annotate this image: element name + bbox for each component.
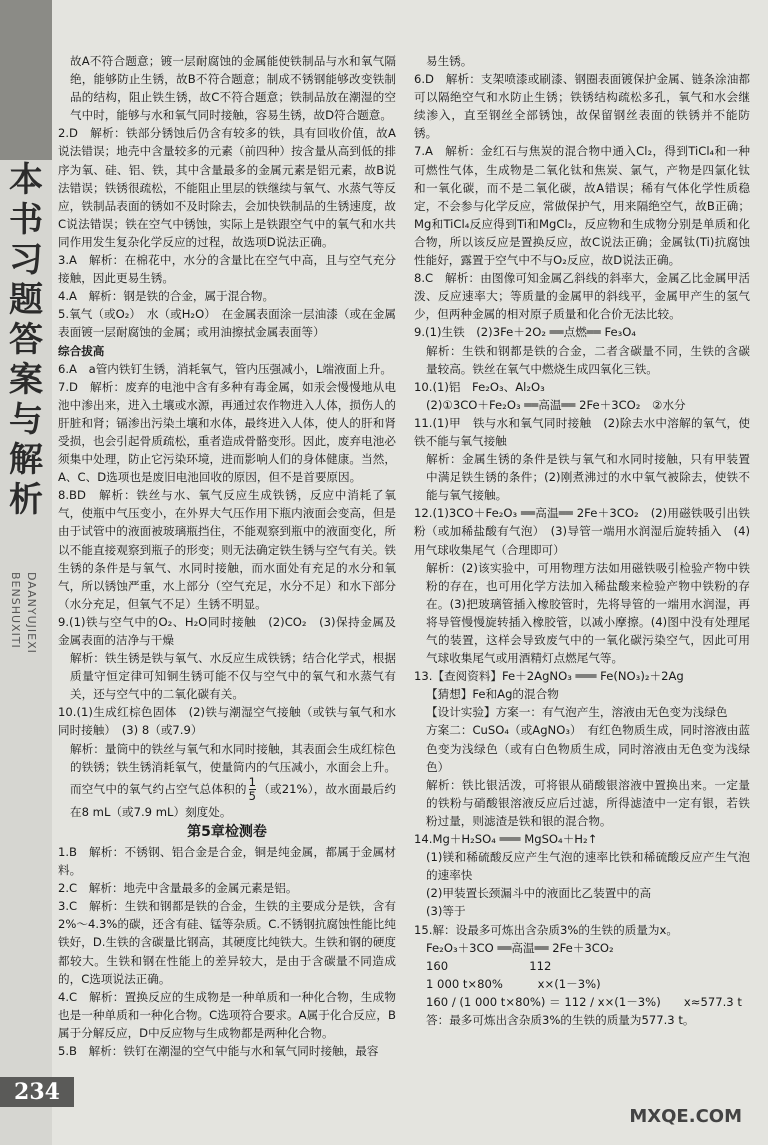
spine — [0, 0, 60, 1145]
paragraph: 14.Mg＋H₂SO₄ ═══ MgSO₄＋H₂↑ — [414, 832, 598, 847]
paragraph: 【设计实验】方案一：有气泡产生，溶液由无色变为浅绿色 — [426, 705, 728, 720]
paragraph: 11.(1)甲 铁与水和氧气同时接触 (2)除去水中溶解的氧气，使铁不能与氧气接触 — [414, 415, 750, 448]
section-subheading: 综合拔高 — [58, 343, 105, 358]
paragraph: 9.(1)铁与空气中的O₂、H₂O同时接触 (2)CO₂ (3)保持金属及金属表面的洁净与干燥 — [58, 614, 396, 647]
text-span: 解析：量筒中的铁丝与氧气和水同时接触，其表面会生成红棕色的铁锈；铁生锈消耗氧气，使量筒内的气压减小，水面会上升。而空气中的氧气约占空气总体积的 — [70, 741, 396, 796]
paragraph: 3.A 解析：在棉花中，水分的含量比在空气中高，且与空气充分接触，因此更易生锈。 — [58, 253, 396, 286]
paragraph: 10.(1)生成红棕色固体 (2)铁与潮湿空气接触（或铁与氧气和水同时接触） (3) 8（或7.9） — [58, 705, 396, 738]
paragraph: 5.B 解析：铁钉在潮湿的空气中能与水和氧气同时接触，最容 — [58, 1043, 379, 1058]
paragraph: 1.B 解析：不锈钢、铝合金是合金，铜是纯金属，都属于金属材料。 — [58, 844, 396, 878]
paragraph: 7.A 解析：金红石与焦炭的混合物中通入Cl₂，得到TiCl₄和一种可燃性气体，生成物是二氧化钛和焦炭、氯气，产物是四氯化钛和一氧化碳，而不是二氧化碳，故A错误；稀有气体化学性质稳定，不会参与化学反应，常做保护气，用来隔绝空气，故B正确；Mg和TiCl₄反应得到Ti和MgCl₂，反应物和生成物分别是单质和化合物，所以该反应是置换反应，故C说法正确；金属钛(Ti)抗腐蚀性能好，露置于空气中不与O₂反应，故D说法正确。 — [414, 144, 750, 268]
paragraph: 2.D 解析：铁部分锈蚀后仍含有较多的铁，具有回收价值，故A说法错误；地壳中含量较多的元素（前四种）按含量从高到低的排序为氧、硅、铝、铁，其中含量最多的金属元素是铝元素，故B说法错误；铁锈很疏松，不能阻止里层的铁继续与氧气、水蒸气等反应，铁制品表面的锈如不及时除去，会加快铁制品的生锈速度，故C说法错误；铁在空气中锈蚀，实际上是铁跟空气中的氧气和水共同作用发生复杂化学反应的过程，故选项D说法正确。 — [58, 126, 396, 249]
paragraph: 6.A a管内铁钉生锈，消耗氧气，管内压强减小，L端液面上升。 — [58, 361, 392, 376]
brand-char: 案 — [9, 360, 43, 400]
paragraph: 故A不符合题意；镀一层耐腐蚀的金属能使铁制品与水和氧气隔绝，能够防止生锈，故B不符合题意；制成不锈钢能够改变铁制品的结构，阻止铁生锈，故C不符合题意；铁制品放在潮湿的空气中时，能够与水和氧气同时接触，容易生锈，故D符合题意。 — [70, 54, 396, 123]
left-column — [58, 52, 396, 1060]
brand-pinyin-2: DAANYUJIEXI — [25, 572, 38, 654]
equation: 1 000 t×80% x×(1－3%) — [426, 976, 601, 991]
brand-char: 本 — [9, 160, 43, 200]
fraction-denominator: 5 — [248, 788, 257, 803]
paragraph: (2)甲装置长颈漏斗中的液面比乙装置中的高 — [426, 886, 652, 901]
fraction — [249, 776, 256, 803]
spine-dark-band — [0, 0, 52, 160]
section-heading: 第5章检测卷 — [187, 823, 267, 840]
paragraph: 13.【查阅资料】Fe＋2AgNO₃ ═══ Fe(NO₃)₂＋2Ag — [414, 669, 684, 684]
brand-char: 析 — [9, 480, 43, 520]
watermark-text: MXQE.COM — [629, 1106, 742, 1127]
paragraph: 10.(1)铝 Fe₂O₃、Al₂O₃ — [414, 379, 545, 394]
paragraph: 12.(1)3CO＋Fe₂O₃ ══高温══ 2Fe＋3CO₂ (2)用磁铁吸引出铁粉（或加稀盐酸有气泡） (3)导管一端用水润湿后旋转插入 (4)用气球收集尾气（合理即可） — [414, 506, 750, 557]
paragraph — [58, 740, 396, 821]
paragraph: 7.D 解析：废弃的电池中含有多种有毒金属，如汞会慢慢地从电池中渗出来，进入土壤或水源，再通过农作物进入人体，损伤人的肝脏和肾；镉渗出污染土壤和水体，最终进入人体，使人的肝和肾受损，也会引起骨质疏松，重者造成骨骼变形。因此，废弃电池必须集中处理，防止它污染环境，进而影响人们的身体健康。当然，A、C、D选项也是废旧电池回收的原因，但不是首要原因。 — [58, 379, 396, 485]
paragraph: 解析：(2)该实验中，可用物理方法如用磁铁吸引检验产物中铁粉的存在，也可用化学方法加入稀盐酸来检验产物中铁粉的存在。(3)把玻璃管插入橡胶管时，先将导管的一端用水润湿，再将导管慢慢旋转插入橡胶管，以减小摩擦。(4)图中没有处理尾气的装置，这样会导致废气中的一氧化碳污染空气，因此可用气球收集尾气或用酒精灯点燃尾气等。 — [426, 560, 750, 666]
brand-char: 题 — [9, 280, 43, 320]
paragraph: (2)①3CO＋Fe₂O₃ ══高温══ 2Fe＋3CO₂ ②水分 — [426, 397, 686, 412]
paragraph: 5.氧气（或O₂） 水（或H₂O） 在金属表面涂一层油漆（或在金属表面镀一层耐腐蚀的金属；或用油擦拭金属表面等） — [58, 307, 396, 340]
paragraph: 8.BD 解析：铁丝与水、氧气反应生成铁锈，反应中消耗了氧气，使瓶中气压变小，在外界大气压作用下瓶内液面会变高，但是由于试管中的液面被玻璃瓶挡住，不能观察到瓶中的液面变化，所以不能直接观察到瓶子的形变；则无法确定铁生锈与空气有关。铁生锈的条件是与氧气、水同时接触，而水面处有充足的水分和氧气，所以锈蚀严重，水上部分（空气充足，水分不足）和水下部分（水分充足，但氧气不足）生锈不明显。 — [58, 488, 396, 611]
brand-char: 答 — [9, 320, 43, 360]
brand-char: 书 — [9, 200, 43, 240]
paragraph: 易生锈。 — [426, 54, 473, 68]
brand-char: 与 — [9, 400, 43, 440]
brand-char: 习 — [9, 240, 43, 280]
page-number: 234 — [0, 1077, 74, 1107]
equation: 160 112 — [426, 958, 552, 973]
paragraph: 解析：金属生锈的条件是铁与氧气和水同时接触，只有甲装置中满足铁生锈的条件；(2)刚煮沸过的水中氧气被除去，使铁不能与氧气接触。 — [426, 452, 750, 503]
paragraph: 解析：铁生锈是铁与氧气、水反应生成铁锈；结合化学式，根据质量守恒定律可知铜生锈可能不仅与空气中的氧气和水蒸气有关，还与空气中的二氧化碳有关。 — [70, 651, 396, 702]
paragraph: 解析：生铁和钢都是铁的合金，二者含碳量不同，生铁的含碳量较高。铁丝在氧气中燃烧生成四氧化三铁。 — [426, 343, 750, 376]
paragraph: 4.C 解析：置换反应的生成物是一种单质和一种化合物，生成物也是一种单质和一种化合物。C选项符合要求。A属于化合反应，B属于分解反应，D中反应物与生成物都是两种化合物。 — [58, 989, 396, 1040]
watermark — [629, 1075, 758, 1135]
equation: 160 / (1 000 t×80%) ＝ 112 / x×(1－3%) x≈577.3 t — [426, 994, 742, 1009]
paragraph: 8.C 解析：由图像可知金属乙斜线的斜率大，金属乙比金属甲活泼、反应速率大；等质量的金属甲的斜线平，金属甲产生的氢气少，但两种金属的相对原子质量和化合价无法比较。 — [414, 271, 750, 322]
paragraph: 6.D 解析：支架喷漆或刷漆、钢圈表面镀保护金属、链条涂油都可以隔绝空气和水防止生锈；铁锈结构疏松多孔，氧气和水会继续渗入，直至钢丝全部锈蚀，故保留钢丝表面的铁锈并不能防锈。 — [414, 72, 750, 141]
paragraph: 3.C 解析：生铁和钢都是铁的合金，生铁的主要成分是铁，含有2%～4.3%的碳，还含有硅、锰等杂质。C.不锈钢抗腐蚀性能比纯铁好，D.生铁的含碳量比钢高，其硬度比纯铁大。生铁和钢的硬度都较大。生铁和钢在性能上的差异较大，是由于含碳量不同造成的，C选项说法正确。 — [58, 899, 396, 986]
brand-pinyin-1: BENSHUXITI — [9, 572, 22, 649]
paragraph: 答：最多可炼出含杂质3%的生铁的质量为577.3 t。 — [426, 1012, 695, 1027]
paragraph: 方案二：CuSO₄（或AgNO₃） 有红色物质生成，同时溶液由蓝色变为浅绿色（或有白色物质生成，同时溶液由无色变为浅绿色） — [426, 723, 750, 774]
brand-title — [4, 160, 48, 520]
text-span: （或21%），故水面最后约在8 mL（或7.9 mL）刻度处。 — [70, 781, 396, 819]
paragraph: 解析：铁比银活泼，可将银从硝酸银溶液中置换出来。一定量的铁粉与硝酸银溶液反应后过滤，所得滤渣中一定有银，若铁粉过量，则滤渣是铁和银的混合物。 — [426, 777, 750, 828]
paragraph: 9.(1)生铁 (2)3Fe＋2O₂ ══点燃══ Fe₃O₄ — [414, 325, 637, 340]
paragraph: 4.A 解析：钢是铁的合金，属于混合物。 — [58, 289, 275, 304]
brand-char: 解 — [9, 440, 43, 480]
paragraph: 【猜想】Fe和Ag的混合物 — [426, 687, 559, 702]
fraction-numerator: 1 — [248, 774, 257, 789]
right-column — [414, 52, 750, 1029]
paragraph: (3)等于 — [426, 904, 466, 919]
paragraph: 15.解：设最多可炼出含杂质3%的生铁的质量为x。 — [414, 922, 678, 937]
equation: Fe₂O₃＋3CO ══高温══ 2Fe＋3CO₂ — [426, 940, 614, 955]
paragraph: (1)镁和稀硫酸反应产生气泡的速率比铁和稀硫酸反应产生气泡的速率快 — [426, 850, 750, 883]
paragraph: 2.C 解析：地壳中含量最多的金属元素是铝。 — [58, 881, 298, 896]
